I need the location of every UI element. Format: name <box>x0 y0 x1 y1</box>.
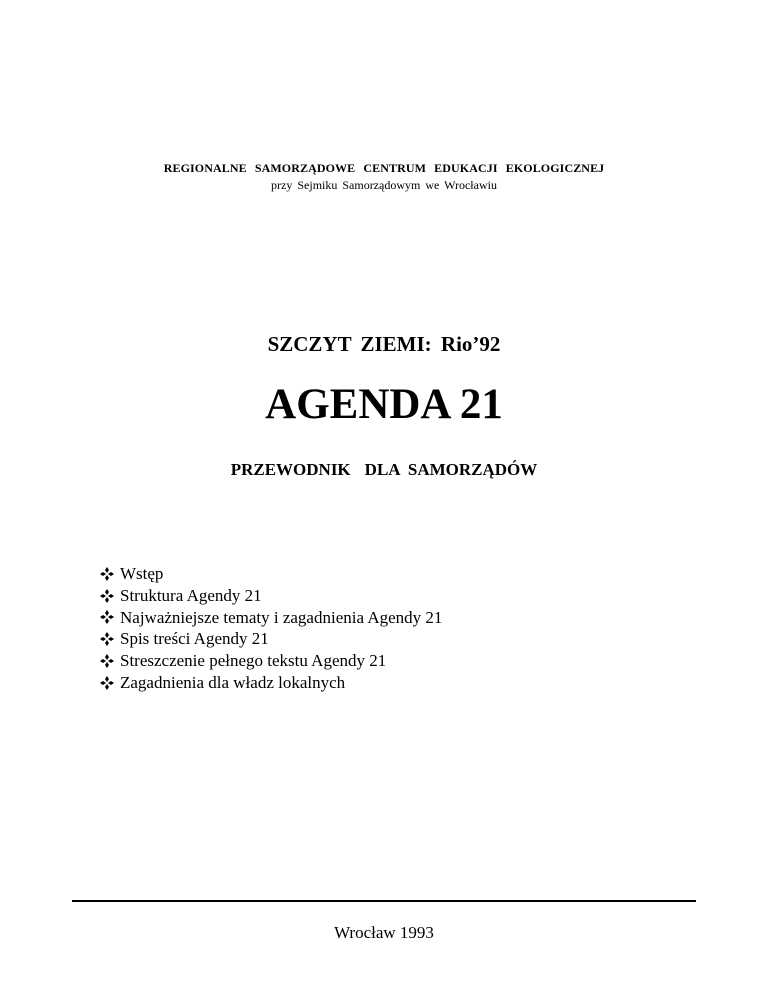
document-title: AGENDA 21 <box>265 381 503 428</box>
organization-name: REGIONALNE SAMORZĄDOWE CENTRUM EDUKACJI EKOLOGICZNEJ <box>163 161 605 175</box>
four-diamond-ornament-icon <box>100 610 114 624</box>
subtitle-part-guide: PRZEWODNIK <box>230 460 351 479</box>
subtitle-part-audience: DLA SAMORZĄDÓW <box>364 460 538 479</box>
contents-item <box>100 672 442 694</box>
contents-item <box>100 628 442 650</box>
four-diamond-ornament-icon <box>100 567 114 581</box>
contents-item-label: Zagadnienia dla władz lokalnych <box>120 672 346 692</box>
footer-divider <box>72 900 696 902</box>
contents-item-label: Najważniejsze tematy i zagadnienia Agendy 21 <box>120 607 443 627</box>
contents-item-label: Wstęp <box>120 564 164 583</box>
contents-item-label: Streszczenie pełnego tekstu Agendy 21 <box>120 651 387 671</box>
four-diamond-ornament-icon <box>100 632 114 646</box>
contents-item <box>100 585 442 607</box>
footer-place-year: Wrocław 1993 <box>334 923 434 942</box>
document-subtitle <box>0 460 768 480</box>
four-diamond-ornament-icon <box>100 589 114 603</box>
four-diamond-ornament-icon <box>100 676 114 690</box>
contents-item <box>100 607 442 629</box>
contents-item-label: Struktura Agendy 21 <box>120 585 262 605</box>
contents-list <box>100 563 442 694</box>
four-diamond-ornament-icon <box>100 654 114 668</box>
contents-item-label: Spis treści Agendy 21 <box>120 629 269 649</box>
organization-affiliation: przy Sejmiku Samorządowym we Wrocławiu <box>271 178 497 192</box>
summit-heading: SZCZYT ZIEMI: Rio’92 <box>267 332 501 356</box>
contents-item <box>100 563 442 585</box>
contents-item <box>100 650 442 672</box>
